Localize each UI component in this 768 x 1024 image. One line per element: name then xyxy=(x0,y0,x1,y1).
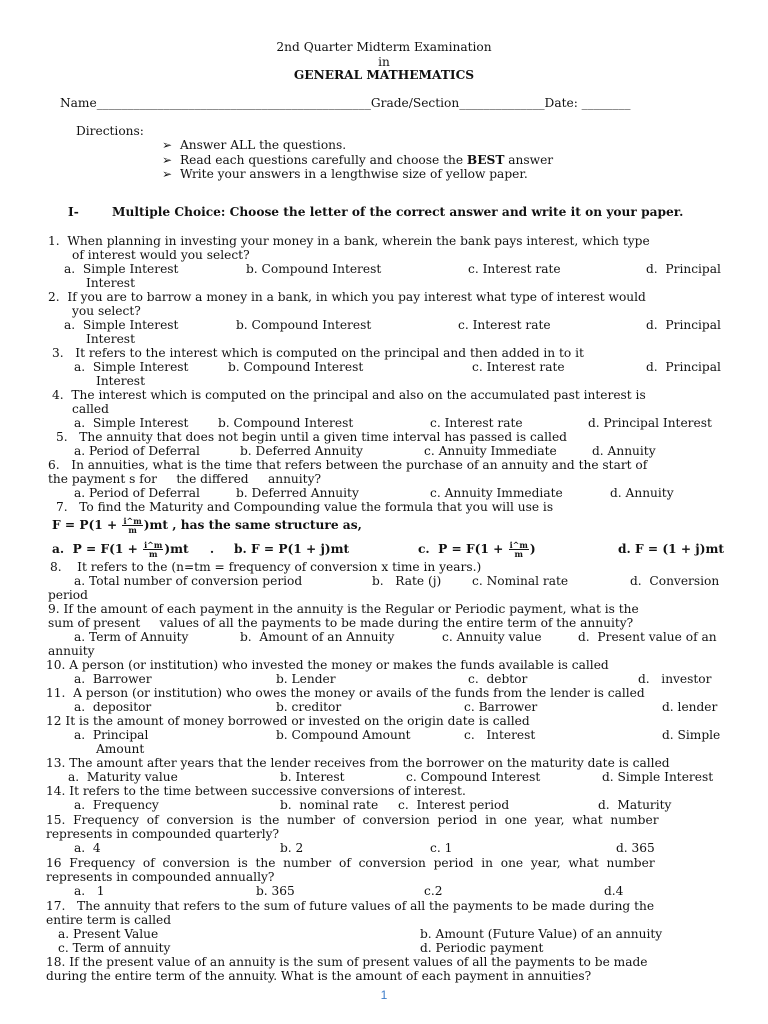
option: c. Barrower xyxy=(464,700,538,714)
option: b. Deferred Annuity xyxy=(240,444,363,458)
option: b. Compound Amount xyxy=(276,728,411,742)
question-9: 9. If the amount of each payment in the annuity is the Regular or Periodic payment, what is the xyxy=(48,602,639,616)
option: d. Maturity xyxy=(598,798,672,812)
arrow-bullet-icon: ➢ xyxy=(162,167,173,181)
question-8: 8. It refers to the (n=tm = frequency of conversion x time in years.) xyxy=(50,560,482,574)
option: a. Period of Deferral xyxy=(74,486,200,500)
option-cont: period xyxy=(48,588,88,602)
option: d. Annuity xyxy=(610,486,674,500)
option: d.4 xyxy=(604,884,624,898)
question-17-cont: entire term is called xyxy=(46,913,172,927)
option: c. debtor xyxy=(468,672,528,686)
option: c. Compound Interest xyxy=(406,770,541,784)
question-11: 11. A person (or institution) who owes the money or avails of the funds from the lender is called xyxy=(46,686,645,700)
option: c. Interest rate xyxy=(430,416,523,430)
option: b. creditor xyxy=(276,700,342,714)
question-10: 10. A person (or institution) who invested the money or makes the funds available is called xyxy=(46,658,609,672)
student-info-line: Name_____________________________________________Grade/Section______________Date: ________ xyxy=(60,96,631,110)
option: b. nominal rate xyxy=(280,798,379,812)
exam-title-in: in xyxy=(378,55,390,69)
option-cont: Interest xyxy=(86,276,135,290)
option: b. Lender xyxy=(276,672,336,686)
question-4: 4. The interest which is computed on the principal and also on the accumulated past interest is xyxy=(52,388,646,402)
option: b. Amount of an Annuity xyxy=(240,630,395,644)
option: b. Compound Interest xyxy=(218,416,354,430)
option: b. Compound Interest xyxy=(228,360,364,374)
page-number: 1 xyxy=(380,988,388,1002)
option-formula: a. P = F(1 + $\frac{i\^{}m}{m}$ )mt . xyxy=(52,540,215,559)
formula: F = P(1 + $\frac{i\^{}m}{m}$ )mt , has the same structure as, xyxy=(52,516,362,535)
question-1-cont: of interest would you select? xyxy=(72,248,250,262)
option: a. 1 xyxy=(74,884,105,898)
option: c. Interest rate xyxy=(472,360,565,374)
direction-item: ➢ Answer ALL the questions. xyxy=(162,138,347,152)
option: a. Simple Interest xyxy=(74,416,189,430)
question-2: 2. If you are to barrow a money in a bank, in which you pay interest what type of interest would xyxy=(48,290,646,304)
option: d. Simple xyxy=(662,728,721,742)
section-title: Multiple Choice: Choose the letter of the correct answer and write it on your paper. xyxy=(112,205,684,219)
option: d. Simple Interest xyxy=(602,770,714,784)
option: c. Interest rate xyxy=(468,262,561,276)
question-18-cont: during the entire term of the annuity. What is the amount of each payment in annuities? xyxy=(46,969,592,983)
option: c. Interest rate xyxy=(458,318,551,332)
option: c.2 xyxy=(424,884,443,898)
direction-item: ➢ Read each questions carefully and choose the BEST answer xyxy=(162,153,554,167)
option: d. Present value of an xyxy=(578,630,717,644)
option-cont: Interest xyxy=(96,374,145,388)
question-5: 5. The annuity that does not begin until a given time interval has passed is called xyxy=(56,430,567,444)
option: a. Simple Interest xyxy=(64,262,179,276)
option-cont: annuity xyxy=(48,644,95,658)
question-15: 15. Frequency of conversion is the number of conversion period in one year, what number xyxy=(46,813,659,827)
question-9-cont: sum of present values of all the payments to be made during the entire term of the annuity? xyxy=(48,616,634,630)
option: b. Compound Interest xyxy=(246,262,382,276)
option: c. Interest period xyxy=(398,798,510,812)
option: d. investor xyxy=(638,672,712,686)
question-16-cont: represents in compounded annually? xyxy=(46,870,275,884)
option: c. 1 xyxy=(430,841,453,855)
question-15-cont: represents in compounded quarterly? xyxy=(46,827,280,841)
option: c. Annuity Immediate xyxy=(430,486,563,500)
question-17: 17. The annuity that refers to the sum of future values of all the payments to be made during the xyxy=(46,899,655,913)
option: d. Principal Interest xyxy=(588,416,712,430)
question-12: 12 It is the amount of money borrowed or invested on the origin date is called xyxy=(46,714,530,728)
option: b. Deferred Annuity xyxy=(236,486,359,500)
option: b. Rate (j) xyxy=(372,574,442,588)
question-2-cont: you select? xyxy=(72,304,141,318)
option: c. Term of annuity xyxy=(58,941,171,955)
option: a. Term of Annuity xyxy=(74,630,189,644)
option: c. Interest xyxy=(464,728,536,742)
option: a. Present Value xyxy=(58,927,159,941)
option-cont: Interest xyxy=(86,332,135,346)
option: d. Principal xyxy=(646,318,721,332)
question-18: 18. If the present value of an annuity is the sum of present values of all the payments to be made xyxy=(46,955,648,969)
option: d. Annuity xyxy=(592,444,656,458)
arrow-bullet-icon: ➢ xyxy=(162,153,173,167)
option: c. Annuity value xyxy=(442,630,542,644)
question-14: 14. It refers to the time between successive conversions of interest. xyxy=(46,784,466,798)
option-formula: c. P = F(1 + $\frac{i\^{}m}{m}$ ) xyxy=(418,540,536,559)
option-formula: b. F = P(1 + j)mt xyxy=(234,542,350,556)
option: d. Principal xyxy=(646,360,721,374)
option: a. Simple Interest xyxy=(64,318,179,332)
option: a. Frequency xyxy=(74,798,159,812)
option: a. Period of Deferral xyxy=(74,444,200,458)
direction-item: ➢ Write your answers in a lengthwise size of yellow paper. xyxy=(162,167,528,181)
option: d. Periodic payment xyxy=(420,941,544,955)
option: d. 365 xyxy=(616,841,655,855)
option: a. Total number of conversion period xyxy=(74,574,303,588)
option: a. Barrower xyxy=(74,672,152,686)
question-6: 6. In annuities, what is the time that refers between the purchase of an annuity and the start of xyxy=(48,458,648,472)
directions-label: Directions: xyxy=(76,124,144,138)
option: a. depositor xyxy=(74,700,152,714)
question-7: 7. To find the Maturity and Compounding value the formula that you will use is xyxy=(56,500,554,514)
section-number: I- xyxy=(68,205,79,219)
question-3: 3. It refers to the interest which is computed on the principal and then added in to it xyxy=(52,346,584,360)
option: c. Nominal rate xyxy=(472,574,569,588)
question-16: 16 Frequency of conversion is the number of conversion period in one year, what number xyxy=(46,856,655,870)
option: b. 2 xyxy=(280,841,304,855)
question-6-cont: the payment s for the differed annuity? xyxy=(48,472,321,486)
question-4-cont: called xyxy=(72,402,109,416)
subject-title: GENERAL MATHEMATICS xyxy=(293,68,475,82)
option: b. 365 xyxy=(256,884,295,898)
option: d. Conversion xyxy=(630,574,720,588)
option-cont: Amount xyxy=(96,742,145,756)
exam-title: 2nd Quarter Midterm Examination xyxy=(276,40,492,54)
option: b. Compound Interest xyxy=(236,318,372,332)
option: d. lender xyxy=(662,700,718,714)
option: c. Annuity Immediate xyxy=(424,444,557,458)
arrow-bullet-icon: ➢ xyxy=(162,138,173,152)
option: a. Maturity value xyxy=(68,770,178,784)
option: d. Principal xyxy=(646,262,721,276)
option: a. 4 xyxy=(74,841,101,855)
option: b. Interest xyxy=(280,770,345,784)
option: a. Principal xyxy=(74,728,149,742)
option: b. Amount (Future Value) of an annuity xyxy=(420,927,663,941)
question-1: 1. When planning in investing your money in a bank, wherein the bank pays interest, which type xyxy=(48,234,650,248)
option-formula: d. F = (1 + j)mt xyxy=(618,542,725,556)
option: a. Simple Interest xyxy=(74,360,189,374)
question-13: 13. The amount after years that the lender receives from the borrower on the maturity date is called xyxy=(46,756,670,770)
